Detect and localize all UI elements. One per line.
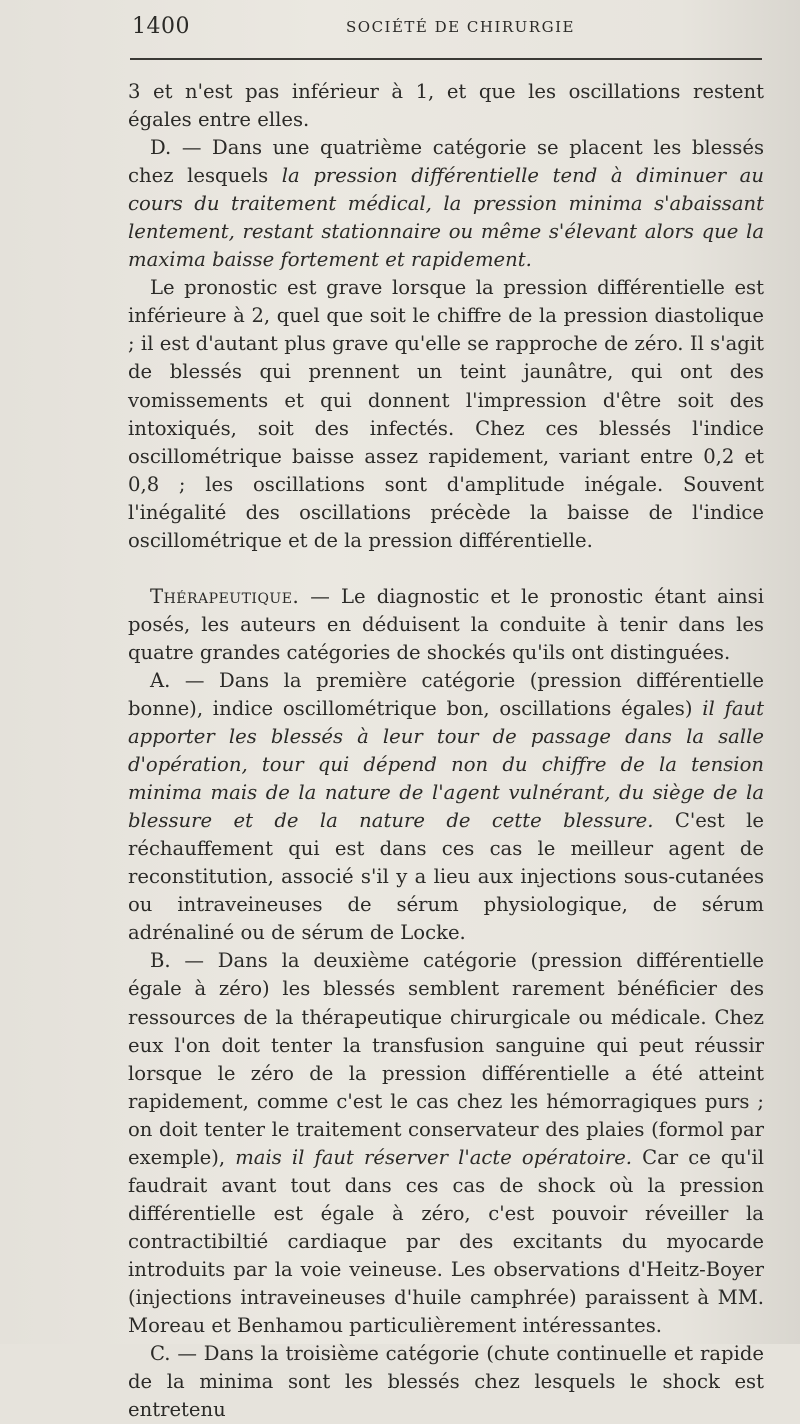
section-heading: Thérapeutique. <box>150 584 300 608</box>
text-segment: B. — Dans la deuxième catégorie (pression différentielle égale à zéro) les blessés semblent rarement bénéficier des ressources de la thérapeutique chirurgicale ou médicale. Chez eux l'on doit tenter la transfusion sanguine qui peut réussir lorsque le zéro de la pression différentielle a été atteint rapidement, comme c'est le cas chez les hémorragiques purs ; on doit tenter le traitement conservateur des plaies (formol par exemple), <box>128 949 764 1169</box>
header-rule <box>130 58 762 60</box>
paragraph <box>128 134 764 274</box>
text-segment: — Le diagnostic et le pronostic étant ainsi posés, les auteurs en déduisent la conduite à tenir dans les quatre grandes catégories de shockés qu'ils ont distinguées. <box>128 584 764 664</box>
paragraph <box>128 667 764 947</box>
paragraph <box>128 947 764 1340</box>
paragraph <box>128 1340 764 1424</box>
page-number: 1400 <box>132 14 190 39</box>
text-segment: C'est le réchauffement qui est dans ces cas le meilleur agent de reconstitution, associé s'il y a lieu aux injections sous-cutanées ou intraveineuses de sérum physiologique, de sérum adrénaliné ou de sérum de Locke. <box>128 809 764 945</box>
text-segment: A. — Dans la première catégorie (pression différentielle bonne), indice oscillométrique bon, oscillations égales) <box>128 668 764 720</box>
text-segment: D. — Dans une quatrième catégorie se placent les blessés chez lesquels <box>128 136 764 188</box>
italic-text: la pression différentielle tend à diminuer au cours du traitement médical, la pression minima s'abaissant lentement, restant stationnaire ou même s'élevant alors que la maxima baisse fortement et rapidement. <box>128 164 764 272</box>
italic-text: mais il faut réserver l'acte opératoire. <box>235 1145 633 1169</box>
italic-text: il faut apporter les blessés à leur tour de passage dans la salle d'opération, tour qui dépend non du chiffre de la tension minima mais de la nature de l'agent vulnérant, du siège de la blessure et de la nature de cette blessure. <box>128 696 764 833</box>
text-segment: Le pronostic est grave lorsque la pression différentielle est inférieure à 2, quel que soit le chiffre de la pression diastolique ; il est d'autant plus grave qu'elle se rapproche de zéro. Il s'agit de blessés qui prennent un teint jaunâtre, qui ont des vomissements et qui donnent l'impression d'être soit des intoxiqués, soit des infectés. Chez ces blessés l'indice oscillométrique baisse assez rapidement, variant entre 0,2 et 0,8 ; les oscillations sont d'amplitude inégale. Souvent l'inégalité des oscillations précède la baisse de l'indice oscillométrique et de la pression différentielle. <box>128 276 764 552</box>
text-segment: Car ce qu'il faudrait avant tout dans ces cas de shock où la pression différentielle est égale à zéro, c'est pouvoir réveiller la contractibiltié cardiaque par des excitants du myocarde introduits par la voie veineuse. Les observations d'Heitz-Boyer (injections intraveineuses d'huile camphrée) paraissent à MM. Moreau et Benhamou particulièrement intéressantes. <box>128 1145 764 1338</box>
paragraph <box>128 583 764 667</box>
paragraph <box>128 78 764 134</box>
running-head: SOCIÉTÉ DE CHIRURGIE <box>346 18 575 36</box>
text-segment: C. — Dans la troisième catégorie (chute continuelle et rapide de la minima sont les blessés chez lesquels le shock est entretenu <box>128 1342 764 1422</box>
body-text <box>128 78 764 1424</box>
paragraph <box>128 274 764 554</box>
page-header <box>120 14 780 44</box>
text-segment: 3 et n'est pas inférieur à 1, et que les oscillations restent égales entre elles. <box>128 80 764 132</box>
